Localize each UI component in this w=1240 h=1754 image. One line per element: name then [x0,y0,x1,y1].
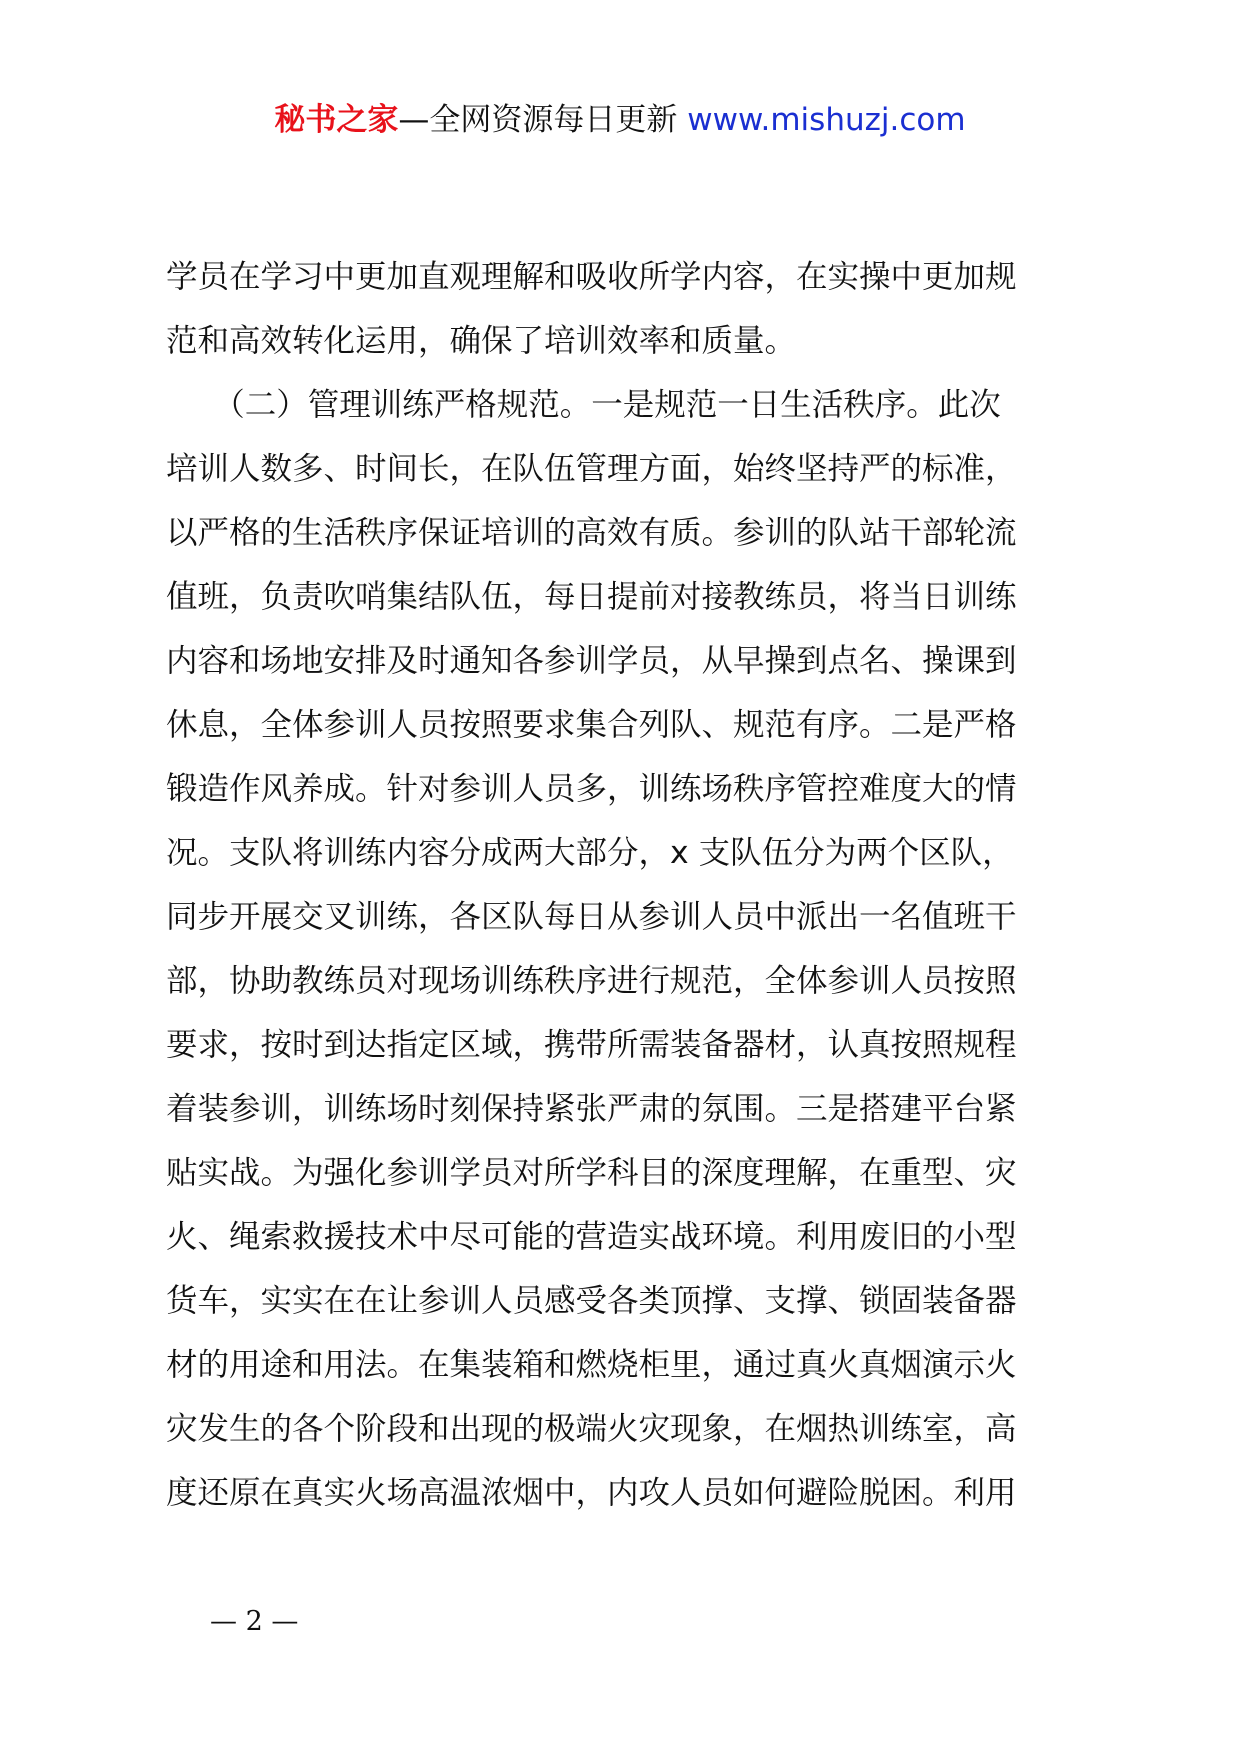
text-line: 材的用途和用法。在集装箱和燃烧柜里，通过真火真烟演示火 [166,1347,1017,1383]
text-line: 值班，负责吹哨集结队伍，每日提前对接教练员，将当日训练 [166,579,1017,615]
text-line: 贴实战。为强化参训学员对所学科目的深度理解，在重型、灾 [166,1155,1017,1191]
site-brand: 秘书之家 [274,102,399,138]
text-line: 内容和场地安排及时通知各参训学员，从早操到点名、操课到 [166,643,1017,679]
site-tagline: —全网资源每日更新 [398,102,678,138]
text-line: （二）管理训练严格规范。一是规范一日生活秩序。此次 [166,387,1001,423]
text-line: 同步开展交叉训练，各区队每日从参训人员中派出一名值班干 [166,899,1017,935]
site-banner [0,100,1240,140]
text-line: 以严格的生活秩序保证培训的高效有质。参训的队站干部轮流 [166,515,1017,551]
text-line: 灾发生的各个阶段和出现的极端火灾现象，在烟热训练室，高 [166,1411,1017,1447]
text-line: 火、绳索救援技术中尽可能的营造实战环境。利用废旧的小型 [166,1219,1017,1255]
text-line: 休息，全体参训人员按照要求集合列队、规范有序。二是严格 [166,707,1017,743]
text-line: 培训人数多、时间长，在队伍管理方面，始终坚持严的标准， [166,451,1017,487]
text-line: 锻造作风养成。针对参训人员多，训练场秩序管控难度大的情 [166,771,1017,807]
document-body [166,245,1081,1525]
text-line: 着装参训，训练场时刻保持紧张严肃的氛围。三是搭建平台紧 [166,1091,1017,1127]
text-line: 学员在学习中更加直观理解和吸收所学内容，在实操中更加规 [166,259,1017,295]
site-url-link[interactable]: www.mishuzj.com [687,102,966,138]
text-line: 度还原在真实火场高温浓烟中，内攻人员如何避险脱困。利用 [166,1475,1017,1511]
text-line: 范和高效转化运用，确保了培训效率和质量。 [166,323,797,359]
text-line: 要求，按时到达指定区域，携带所需装备器材，认真按照规程 [166,1027,1017,1063]
text-line: 货车，实实在在让参训人员感受各类顶撑、支撑、锁固装备器 [166,1283,1017,1319]
text-line: 况。支队将训练内容分成两大部分，x 支队伍分为两个区队， [166,835,1014,871]
page-number: — 2 — [210,1606,299,1637]
text-line: 部，协助教练员对现场训练秩序进行规范，全体参训人员按照 [166,963,1017,999]
